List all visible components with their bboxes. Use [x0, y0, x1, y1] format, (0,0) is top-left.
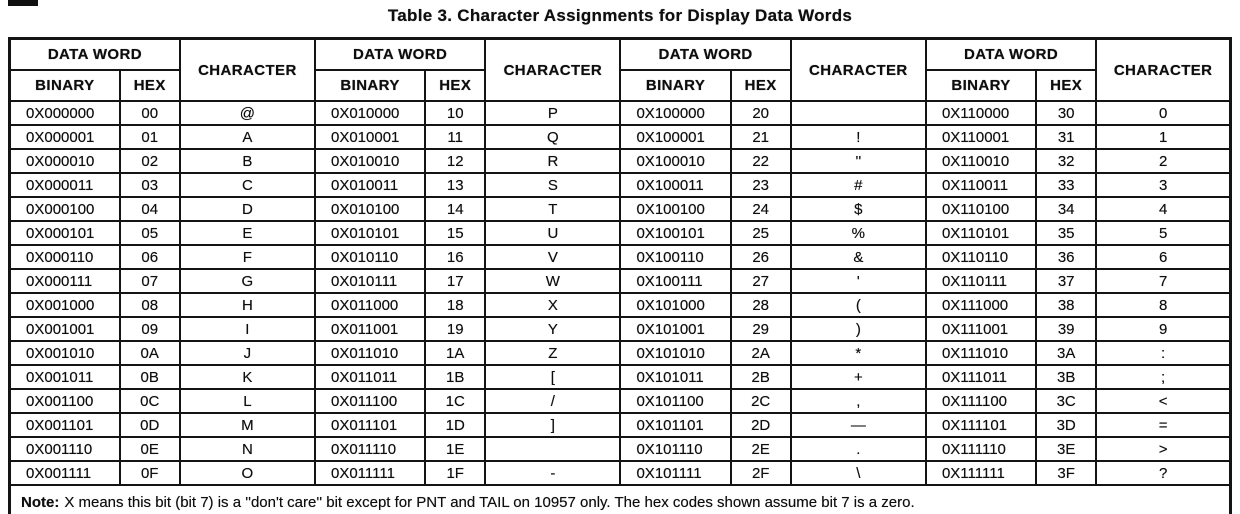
character-cell: , — [791, 389, 926, 413]
binary-cell: 0X110100 — [926, 197, 1036, 221]
hex-cell: 02 — [120, 149, 180, 173]
binary-cell: 0X010000 — [315, 101, 425, 125]
binary-cell: 0X111101 — [926, 413, 1036, 437]
table-row — [10, 197, 1231, 221]
binary-cell: 0X101011 — [620, 365, 730, 389]
binary-cell: 0X011100 — [315, 389, 425, 413]
character-cell: / — [485, 389, 620, 413]
character-cell: 6 — [1096, 245, 1230, 269]
character-cell: S — [485, 173, 620, 197]
hex-cell: 21 — [731, 125, 791, 149]
hex-cell: 34 — [1036, 197, 1096, 221]
binary-cell: 0X111100 — [926, 389, 1036, 413]
binary-cell: 0X101111 — [620, 461, 730, 485]
table-row — [10, 461, 1231, 485]
character-cell: . — [791, 437, 926, 461]
character-cell — [485, 437, 620, 461]
hex-cell: 12 — [425, 149, 485, 173]
character-cell: < — [1096, 389, 1230, 413]
character-cell: > — [1096, 437, 1230, 461]
note-label: Note: — [21, 494, 60, 511]
hex-cell: 0E — [120, 437, 180, 461]
character-cell: B — [180, 149, 315, 173]
hex-cell: 36 — [1036, 245, 1096, 269]
binary-cell: 0X110001 — [926, 125, 1036, 149]
hex-cell: 28 — [731, 293, 791, 317]
character-cell: Q — [485, 125, 620, 149]
header-data-word: DATA WORD — [10, 39, 180, 71]
binary-cell: 0X101001 — [620, 317, 730, 341]
binary-cell: 0X000001 — [10, 125, 120, 149]
hex-cell: 22 — [731, 149, 791, 173]
character-cell: + — [791, 365, 926, 389]
character-cell: F — [180, 245, 315, 269]
binary-cell: 0X010100 — [315, 197, 425, 221]
hex-cell: 2E — [731, 437, 791, 461]
hex-cell: 2A — [731, 341, 791, 365]
binary-cell: 0X100101 — [620, 221, 730, 245]
character-cell: 4 — [1096, 197, 1230, 221]
character-cell: P — [485, 101, 620, 125]
binary-cell: 0X011010 — [315, 341, 425, 365]
hex-cell: 3E — [1036, 437, 1096, 461]
binary-cell: 0X110010 — [926, 149, 1036, 173]
binary-cell: 0X000011 — [10, 173, 120, 197]
binary-cell: 0X101100 — [620, 389, 730, 413]
hex-cell: 1F — [425, 461, 485, 485]
character-cell: \ — [791, 461, 926, 485]
hex-cell: 14 — [425, 197, 485, 221]
hex-cell: 26 — [731, 245, 791, 269]
binary-cell: 0X100001 — [620, 125, 730, 149]
character-cell: D — [180, 197, 315, 221]
hex-cell: 1B — [425, 365, 485, 389]
binary-cell: 0X110000 — [926, 101, 1036, 125]
hex-cell: 3B — [1036, 365, 1096, 389]
hex-cell: 3A — [1036, 341, 1096, 365]
binary-cell: 0X101010 — [620, 341, 730, 365]
hex-cell: 39 — [1036, 317, 1096, 341]
hex-cell: 05 — [120, 221, 180, 245]
binary-cell: 0X011101 — [315, 413, 425, 437]
character-cell: '' — [791, 149, 926, 173]
table-row — [10, 413, 1231, 437]
binary-cell: 0X010110 — [315, 245, 425, 269]
hex-cell: 3D — [1036, 413, 1096, 437]
header-hex: HEX — [731, 70, 791, 101]
binary-cell: 0X001111 — [10, 461, 120, 485]
character-cell: Y — [485, 317, 620, 341]
binary-cell: 0X000110 — [10, 245, 120, 269]
header-hex: HEX — [120, 70, 180, 101]
hex-cell: 1D — [425, 413, 485, 437]
binary-cell: 0X110111 — [926, 269, 1036, 293]
binary-cell: 0X100111 — [620, 269, 730, 293]
character-cell: ] — [485, 413, 620, 437]
table-row — [10, 293, 1231, 317]
table-row — [10, 245, 1231, 269]
hex-cell: 23 — [731, 173, 791, 197]
header-data-word: DATA WORD — [620, 39, 790, 71]
binary-cell: 0X111010 — [926, 341, 1036, 365]
binary-cell: 0X000111 — [10, 269, 120, 293]
character-cell: ; — [1096, 365, 1230, 389]
character-cell: Z — [485, 341, 620, 365]
table-row — [10, 101, 1231, 125]
binary-cell: 0X101101 — [620, 413, 730, 437]
hex-cell: 08 — [120, 293, 180, 317]
hex-cell: 0B — [120, 365, 180, 389]
hex-cell: 1A — [425, 341, 485, 365]
hex-cell: 1C — [425, 389, 485, 413]
hex-cell: 3F — [1036, 461, 1096, 485]
binary-cell: 0X111111 — [926, 461, 1036, 485]
character-cell — [791, 101, 926, 125]
binary-cell: 0X011110 — [315, 437, 425, 461]
character-cell: H — [180, 293, 315, 317]
table-footer — [10, 485, 1231, 514]
hex-cell: 16 — [425, 245, 485, 269]
binary-cell: 0X100100 — [620, 197, 730, 221]
character-cell: X — [485, 293, 620, 317]
character-cell: - — [485, 461, 620, 485]
character-cell: 5 — [1096, 221, 1230, 245]
header-binary: BINARY — [315, 70, 425, 101]
character-cell: = — [1096, 413, 1230, 437]
hex-cell: 30 — [1036, 101, 1096, 125]
header-binary: BINARY — [926, 70, 1036, 101]
header-character: CHARACTER — [791, 39, 926, 102]
table-body — [10, 101, 1231, 485]
binary-cell: 0X011111 — [315, 461, 425, 485]
binary-cell: 0X110011 — [926, 173, 1036, 197]
header-binary: BINARY — [10, 70, 120, 101]
binary-cell: 0X010101 — [315, 221, 425, 245]
header-character: CHARACTER — [485, 39, 620, 102]
character-assignments-table — [8, 37, 1232, 514]
binary-cell: 0X010011 — [315, 173, 425, 197]
binary-cell: 0X100110 — [620, 245, 730, 269]
character-cell: E — [180, 221, 315, 245]
table-header — [10, 39, 1231, 102]
hex-cell: 19 — [425, 317, 485, 341]
character-cell: & — [791, 245, 926, 269]
binary-cell: 0X111110 — [926, 437, 1036, 461]
character-cell: C — [180, 173, 315, 197]
header-hex: HEX — [425, 70, 485, 101]
header-character: CHARACTER — [180, 39, 315, 102]
binary-cell: 0X000000 — [10, 101, 120, 125]
header-binary: BINARY — [620, 70, 730, 101]
binary-cell: 0X100010 — [620, 149, 730, 173]
hex-cell: 2F — [731, 461, 791, 485]
character-cell: V — [485, 245, 620, 269]
hex-cell: 06 — [120, 245, 180, 269]
character-cell: T — [485, 197, 620, 221]
character-cell: N — [180, 437, 315, 461]
binary-cell: 0X100011 — [620, 173, 730, 197]
hex-cell: 0D — [120, 413, 180, 437]
character-cell: [ — [485, 365, 620, 389]
binary-cell: 0X001010 — [10, 341, 120, 365]
hex-cell: 2B — [731, 365, 791, 389]
binary-cell: 0X000010 — [10, 149, 120, 173]
hex-cell: 13 — [425, 173, 485, 197]
hex-cell: 29 — [731, 317, 791, 341]
hex-cell: 18 — [425, 293, 485, 317]
character-cell: 2 — [1096, 149, 1230, 173]
character-cell: L — [180, 389, 315, 413]
hex-cell: 10 — [425, 101, 485, 125]
character-cell: U — [485, 221, 620, 245]
hex-cell: 07 — [120, 269, 180, 293]
binary-cell: 0X111000 — [926, 293, 1036, 317]
hex-cell: 37 — [1036, 269, 1096, 293]
character-cell: G — [180, 269, 315, 293]
table-row — [10, 317, 1231, 341]
binary-cell: 0X110110 — [926, 245, 1036, 269]
binary-cell: 0X100000 — [620, 101, 730, 125]
character-cell: 8 — [1096, 293, 1230, 317]
binary-cell: 0X000101 — [10, 221, 120, 245]
binary-cell: 0X010001 — [315, 125, 425, 149]
character-cell: # — [791, 173, 926, 197]
table-row — [10, 269, 1231, 293]
hex-cell: 17 — [425, 269, 485, 293]
hex-cell: 00 — [120, 101, 180, 125]
table-row — [10, 437, 1231, 461]
note-row — [10, 485, 1231, 514]
binary-cell: 0X010010 — [315, 149, 425, 173]
binary-cell: 0X011000 — [315, 293, 425, 317]
header-data-word: DATA WORD — [315, 39, 485, 71]
character-cell: ) — [791, 317, 926, 341]
hex-cell: 09 — [120, 317, 180, 341]
character-cell: K — [180, 365, 315, 389]
binary-cell: 0X000100 — [10, 197, 120, 221]
binary-cell: 0X010111 — [315, 269, 425, 293]
note-text: X means this bit (bit 7) is a ''don't care'' bit except for PNT and TAIL on 10957 only. The hex codes shown assume bit 7 is a zero. — [64, 494, 915, 511]
character-cell: $ — [791, 197, 926, 221]
character-cell: 3 — [1096, 173, 1230, 197]
binary-cell: 0X001100 — [10, 389, 120, 413]
hex-cell: 2C — [731, 389, 791, 413]
binary-cell: 0X101000 — [620, 293, 730, 317]
hex-cell: 1E — [425, 437, 485, 461]
binary-cell: 0X110101 — [926, 221, 1036, 245]
header-hex: HEX — [1036, 70, 1096, 101]
binary-cell: 0X001000 — [10, 293, 120, 317]
header-character: CHARACTER — [1096, 39, 1230, 102]
character-cell: * — [791, 341, 926, 365]
binary-cell: 0X111001 — [926, 317, 1036, 341]
table-row — [10, 221, 1231, 245]
character-cell: I — [180, 317, 315, 341]
hex-cell: 3C — [1036, 389, 1096, 413]
hex-cell: 2D — [731, 413, 791, 437]
character-cell: % — [791, 221, 926, 245]
hex-cell: 25 — [731, 221, 791, 245]
hex-cell: 24 — [731, 197, 791, 221]
character-cell: W — [485, 269, 620, 293]
hex-cell: 11 — [425, 125, 485, 149]
hex-cell: 27 — [731, 269, 791, 293]
table-row — [10, 365, 1231, 389]
binary-cell: 0X001001 — [10, 317, 120, 341]
hex-cell: 01 — [120, 125, 180, 149]
binary-cell: 0X001110 — [10, 437, 120, 461]
table-row — [10, 149, 1231, 173]
binary-cell: 0X011001 — [315, 317, 425, 341]
binary-cell: 0X111011 — [926, 365, 1036, 389]
character-cell: M — [180, 413, 315, 437]
hex-cell: 0F — [120, 461, 180, 485]
character-cell: ? — [1096, 461, 1230, 485]
header-data-word: DATA WORD — [926, 39, 1096, 71]
character-cell: R — [485, 149, 620, 173]
table-title: Table 3. Character Assignments for Display Data Words — [387, 6, 853, 25]
hex-cell: 38 — [1036, 293, 1096, 317]
character-cell: @ — [180, 101, 315, 125]
binary-cell: 0X001011 — [10, 365, 120, 389]
table-row — [10, 389, 1231, 413]
table-row — [10, 125, 1231, 149]
hex-cell: 20 — [731, 101, 791, 125]
character-cell: 0 — [1096, 101, 1230, 125]
character-cell: : — [1096, 341, 1230, 365]
character-cell: O — [180, 461, 315, 485]
character-cell: ' — [791, 269, 926, 293]
table-row — [10, 173, 1231, 197]
character-cell: ! — [791, 125, 926, 149]
hex-cell: 0A — [120, 341, 180, 365]
character-cell: 1 — [1096, 125, 1230, 149]
hex-cell: 31 — [1036, 125, 1096, 149]
hex-cell: 04 — [120, 197, 180, 221]
table-row — [10, 341, 1231, 365]
hex-cell: 33 — [1036, 173, 1096, 197]
hex-cell: 32 — [1036, 149, 1096, 173]
hex-cell: 35 — [1036, 221, 1096, 245]
character-cell: 7 — [1096, 269, 1230, 293]
character-cell: J — [180, 341, 315, 365]
binary-cell: 0X001101 — [10, 413, 120, 437]
character-cell: — — [791, 413, 926, 437]
character-cell: ( — [791, 293, 926, 317]
binary-cell: 0X011011 — [315, 365, 425, 389]
binary-cell: 0X101110 — [620, 437, 730, 461]
hex-cell: 03 — [120, 173, 180, 197]
character-cell: A — [180, 125, 315, 149]
character-cell: 9 — [1096, 317, 1230, 341]
hex-cell: 15 — [425, 221, 485, 245]
hex-cell: 0C — [120, 389, 180, 413]
